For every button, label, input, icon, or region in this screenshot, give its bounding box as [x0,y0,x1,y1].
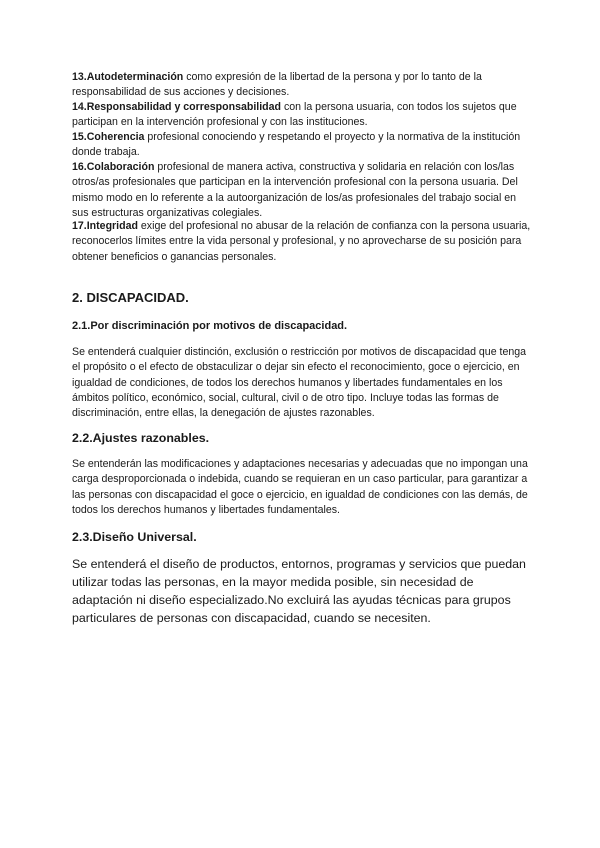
item-number: 16. [72,161,87,173]
subsection-heading-2-2: 2.2.Ajustes razonables. [72,431,210,445]
section-heading: 2. DISCAPACIDAD. [72,290,189,305]
principle-item-15 [72,130,532,161]
principle-item-16 [72,160,532,221]
item-number: 17. [72,220,87,232]
subsection-text-2-3: Se entenderá el diseño de productos, entornos, programas y servicios que puedan utilizar todas las personas, en la mayor medida posible, sin necesidad de adaptación ni diseño especializado.No excluirá las ayudas técnicas para grupos particulares de personas con discapacidad, cuando se necesiten. [72,557,526,625]
item-number: 15. [72,131,87,143]
item-text: profesional de manera activa, constructiva y solidaria en relación con los/las otros/as profesionales que participan en la intervención profesional con la persona usuaria. Del mismo modo en lo referente a la autoorganización de los/as profesionales del trabajo social en sus estructuras organizativas colegiales. [72,161,518,219]
principle-item-17 [72,219,532,265]
item-text: profesional conociendo y respetando el proyecto y la normativa de la institución donde trabaja. [72,131,521,159]
subsection-heading-2-3: 2.3.Diseño Universal. [72,530,197,544]
subsection-text-2-1: Se entenderá cualquier distinción, exclusión o restricción por motivos de discapacidad que tenga el propósito o el efecto de obstaculizar o dejar sin efecto el reconocimiento, goce o ejercicio, en igualdad de condiciones, de todos los derechos humanos y libertades fundamentales en los ámbitos político, económico, social, cultural, civil o de otro tipo. Incluye todas las formas de discriminación, entre ellas, la denegación de ajustes razonables. [72,346,527,420]
item-number: 13. [72,71,87,83]
item-text: exige del profesional no abusar de la relación de confianza con la persona usuaria, reconocerlos límites entre la vida personal y profesional, y no aprovecharse de su posición para obtener beneficios o ganancias personales. [72,220,531,263]
item-number: 14. [72,101,87,113]
item-title: Colaboración [86,161,155,173]
item-title: Integridad [86,220,138,232]
item-text: como expresión de la libertad de la persona y por lo tanto de la responsabilidad de sus acciones y decisiones. [72,71,482,99]
item-text: con la persona usuaria, con todos los sujetos que participan en la intervención profesional y con las instituciones. [72,101,517,129]
subsection-text-2-2: Se entenderán las modificaciones y adaptaciones necesarias y adecuadas que no impongan una carga desproporcionada o indebida, cuando se requieran en un caso particular, para garantizar a las personas con discapacidad el goce o ejercicio, en igualdad de condiciones con las demás, de todos los derechos humanos y libertades fundamentales. [72,458,528,516]
item-title: Responsabilidad y corresponsabilidad [86,101,282,113]
principle-item-13 [72,70,532,101]
principle-item-14 [72,100,532,131]
item-title: Coherencia [86,131,145,143]
subsection-heading-2-1: 2.1.Por discriminación por motivos de discapacidad. [72,320,348,332]
item-title: Autodeterminación [86,71,184,83]
